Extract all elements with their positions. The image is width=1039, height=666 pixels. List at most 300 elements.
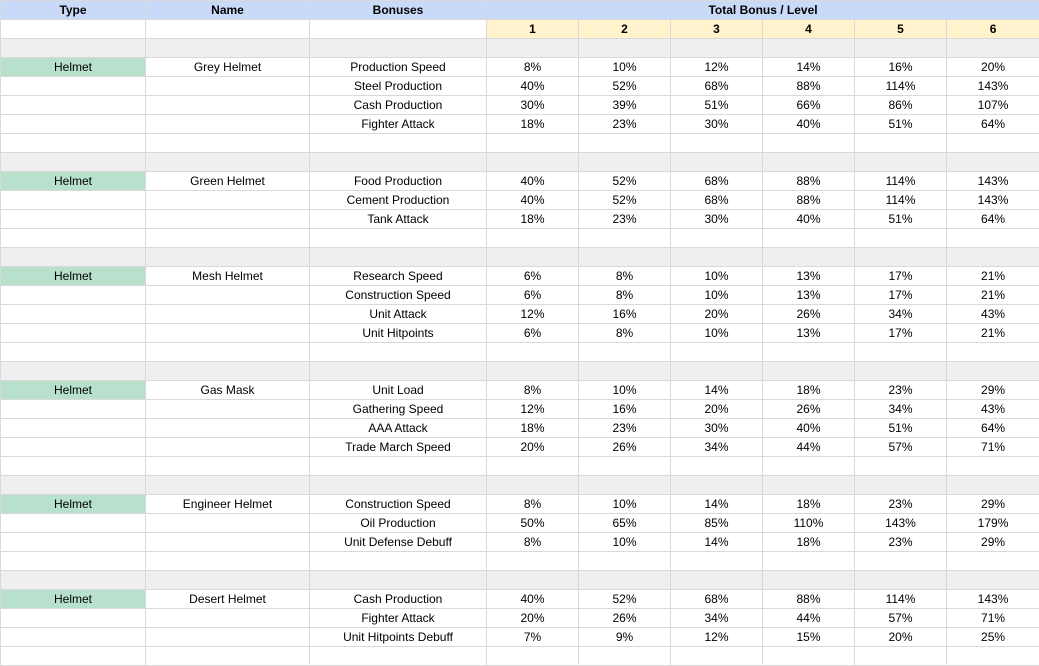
empty-cell[interactable]: [671, 134, 763, 153]
value-cell[interactable]: 57%: [855, 609, 947, 628]
value-cell[interactable]: 12%: [671, 628, 763, 647]
empty-cell[interactable]: [947, 153, 1039, 172]
empty-cell[interactable]: [671, 362, 763, 381]
empty-cell[interactable]: [1, 362, 146, 381]
value-cell[interactable]: 20%: [855, 628, 947, 647]
value-cell[interactable]: 6%: [487, 324, 579, 343]
empty-cell[interactable]: [146, 438, 310, 457]
empty-cell[interactable]: [671, 248, 763, 267]
empty-cell[interactable]: [947, 39, 1039, 58]
empty-cell[interactable]: [146, 419, 310, 438]
value-cell[interactable]: 40%: [487, 172, 579, 191]
value-cell[interactable]: 16%: [855, 58, 947, 77]
value-cell[interactable]: 68%: [671, 172, 763, 191]
empty-cell[interactable]: [855, 229, 947, 248]
empty-cell[interactable]: [855, 248, 947, 267]
value-cell[interactable]: 143%: [947, 590, 1039, 609]
empty-cell[interactable]: [579, 571, 671, 590]
empty-cell[interactable]: [1, 419, 146, 438]
value-cell[interactable]: 88%: [763, 590, 855, 609]
value-cell[interactable]: 52%: [579, 77, 671, 96]
value-cell[interactable]: 26%: [579, 438, 671, 457]
bonus-cell[interactable]: Construction Speed: [310, 286, 487, 305]
value-cell[interactable]: 10%: [579, 58, 671, 77]
value-cell[interactable]: 6%: [487, 267, 579, 286]
item-name-cell[interactable]: Desert Helmet: [146, 590, 310, 609]
level-blank-cell[interactable]: [310, 20, 487, 39]
empty-cell[interactable]: [855, 153, 947, 172]
empty-cell[interactable]: [947, 552, 1039, 571]
empty-cell[interactable]: [855, 457, 947, 476]
value-cell[interactable]: 23%: [579, 419, 671, 438]
bonus-cell[interactable]: Unit Load: [310, 381, 487, 400]
value-cell[interactable]: 110%: [763, 514, 855, 533]
empty-cell[interactable]: [1, 39, 146, 58]
bonus-cell[interactable]: Steel Production: [310, 77, 487, 96]
empty-cell[interactable]: [947, 476, 1039, 495]
empty-cell[interactable]: [763, 229, 855, 248]
empty-cell[interactable]: [579, 362, 671, 381]
value-cell[interactable]: 23%: [579, 210, 671, 229]
value-cell[interactable]: 17%: [855, 324, 947, 343]
level-blank-cell[interactable]: [146, 20, 310, 39]
empty-cell[interactable]: [947, 248, 1039, 267]
value-cell[interactable]: 26%: [763, 305, 855, 324]
value-cell[interactable]: 143%: [947, 77, 1039, 96]
empty-cell[interactable]: [310, 362, 487, 381]
bonus-cell[interactable]: Food Production: [310, 172, 487, 191]
type-cell[interactable]: Helmet: [1, 495, 146, 514]
empty-cell[interactable]: [146, 39, 310, 58]
empty-cell[interactable]: [763, 552, 855, 571]
empty-cell[interactable]: [1, 324, 146, 343]
empty-cell[interactable]: [1, 533, 146, 552]
value-cell[interactable]: 114%: [855, 590, 947, 609]
value-cell[interactable]: 68%: [671, 77, 763, 96]
empty-cell[interactable]: [855, 362, 947, 381]
value-cell[interactable]: 12%: [487, 400, 579, 419]
value-cell[interactable]: 34%: [855, 305, 947, 324]
value-cell[interactable]: 88%: [763, 77, 855, 96]
empty-cell[interactable]: [855, 39, 947, 58]
empty-cell[interactable]: [763, 134, 855, 153]
value-cell[interactable]: 14%: [763, 58, 855, 77]
empty-cell[interactable]: [947, 647, 1039, 666]
item-name-cell[interactable]: Engineer Helmet: [146, 495, 310, 514]
bonus-cell[interactable]: Cement Production: [310, 191, 487, 210]
bonuses-header[interactable]: Bonuses: [310, 1, 487, 20]
value-cell[interactable]: 43%: [947, 305, 1039, 324]
value-cell[interactable]: 25%: [947, 628, 1039, 647]
level-blank-cell[interactable]: [1, 20, 146, 39]
empty-cell[interactable]: [855, 476, 947, 495]
empty-cell[interactable]: [146, 324, 310, 343]
empty-cell[interactable]: [763, 571, 855, 590]
empty-cell[interactable]: [487, 39, 579, 58]
empty-cell[interactable]: [146, 609, 310, 628]
value-cell[interactable]: 15%: [763, 628, 855, 647]
empty-cell[interactable]: [146, 191, 310, 210]
empty-cell[interactable]: [487, 457, 579, 476]
value-cell[interactable]: 143%: [947, 191, 1039, 210]
empty-cell[interactable]: [671, 153, 763, 172]
value-cell[interactable]: 18%: [487, 115, 579, 134]
value-cell[interactable]: 6%: [487, 286, 579, 305]
empty-cell[interactable]: [763, 343, 855, 362]
bonus-cell[interactable]: Trade March Speed: [310, 438, 487, 457]
value-cell[interactable]: 21%: [947, 286, 1039, 305]
empty-cell[interactable]: [1, 400, 146, 419]
empty-cell[interactable]: [310, 134, 487, 153]
value-cell[interactable]: 18%: [763, 495, 855, 514]
empty-cell[interactable]: [146, 305, 310, 324]
value-cell[interactable]: 18%: [487, 210, 579, 229]
empty-cell[interactable]: [487, 153, 579, 172]
empty-cell[interactable]: [1, 115, 146, 134]
value-cell[interactable]: 114%: [855, 191, 947, 210]
bonus-cell[interactable]: Cash Production: [310, 590, 487, 609]
empty-cell[interactable]: [146, 286, 310, 305]
bonus-cell[interactable]: Oil Production: [310, 514, 487, 533]
type-header[interactable]: Type: [1, 1, 146, 20]
empty-cell[interactable]: [1, 191, 146, 210]
empty-cell[interactable]: [310, 39, 487, 58]
empty-cell[interactable]: [763, 476, 855, 495]
value-cell[interactable]: 17%: [855, 267, 947, 286]
value-cell[interactable]: 71%: [947, 438, 1039, 457]
empty-cell[interactable]: [310, 476, 487, 495]
value-cell[interactable]: 64%: [947, 210, 1039, 229]
type-cell[interactable]: Helmet: [1, 172, 146, 191]
empty-cell[interactable]: [579, 248, 671, 267]
value-cell[interactable]: 30%: [487, 96, 579, 115]
empty-cell[interactable]: [671, 229, 763, 248]
empty-cell[interactable]: [1, 96, 146, 115]
value-cell[interactable]: 13%: [763, 286, 855, 305]
bonus-cell[interactable]: Unit Hitpoints Debuff: [310, 628, 487, 647]
value-cell[interactable]: 51%: [671, 96, 763, 115]
empty-cell[interactable]: [146, 248, 310, 267]
value-cell[interactable]: 88%: [763, 172, 855, 191]
empty-cell[interactable]: [579, 457, 671, 476]
value-cell[interactable]: 18%: [763, 533, 855, 552]
empty-cell[interactable]: [1, 476, 146, 495]
empty-cell[interactable]: [855, 134, 947, 153]
value-cell[interactable]: 18%: [487, 419, 579, 438]
empty-cell[interactable]: [487, 552, 579, 571]
value-cell[interactable]: 40%: [763, 115, 855, 134]
value-cell[interactable]: 10%: [579, 381, 671, 400]
empty-cell[interactable]: [487, 476, 579, 495]
value-cell[interactable]: 51%: [855, 115, 947, 134]
value-cell[interactable]: 13%: [763, 324, 855, 343]
value-cell[interactable]: 34%: [855, 400, 947, 419]
bonus-cell[interactable]: Gathering Speed: [310, 400, 487, 419]
empty-cell[interactable]: [671, 457, 763, 476]
empty-cell[interactable]: [947, 571, 1039, 590]
empty-cell[interactable]: [487, 229, 579, 248]
empty-cell[interactable]: [1, 343, 146, 362]
value-cell[interactable]: 20%: [671, 305, 763, 324]
bonus-cell[interactable]: Unit Hitpoints: [310, 324, 487, 343]
value-cell[interactable]: 13%: [763, 267, 855, 286]
value-cell[interactable]: 20%: [671, 400, 763, 419]
value-cell[interactable]: 40%: [487, 191, 579, 210]
item-name-cell[interactable]: Grey Helmet: [146, 58, 310, 77]
empty-cell[interactable]: [146, 115, 310, 134]
empty-cell[interactable]: [146, 134, 310, 153]
value-cell[interactable]: 57%: [855, 438, 947, 457]
value-cell[interactable]: 50%: [487, 514, 579, 533]
value-cell[interactable]: 29%: [947, 533, 1039, 552]
value-cell[interactable]: 29%: [947, 495, 1039, 514]
empty-cell[interactable]: [579, 647, 671, 666]
bonus-cell[interactable]: Unit Attack: [310, 305, 487, 324]
value-cell[interactable]: 23%: [855, 495, 947, 514]
value-cell[interactable]: 20%: [487, 438, 579, 457]
total-bonus-header[interactable]: Total Bonus / Level: [487, 1, 1039, 20]
value-cell[interactable]: 8%: [579, 267, 671, 286]
value-cell[interactable]: 40%: [763, 210, 855, 229]
value-cell[interactable]: 64%: [947, 115, 1039, 134]
value-cell[interactable]: 20%: [947, 58, 1039, 77]
value-cell[interactable]: 30%: [671, 419, 763, 438]
empty-cell[interactable]: [487, 343, 579, 362]
value-cell[interactable]: 16%: [579, 305, 671, 324]
value-cell[interactable]: 14%: [671, 533, 763, 552]
level-cell[interactable]: 3: [671, 20, 763, 39]
empty-cell[interactable]: [310, 248, 487, 267]
empty-cell[interactable]: [947, 134, 1039, 153]
empty-cell[interactable]: [671, 343, 763, 362]
empty-cell[interactable]: [146, 343, 310, 362]
value-cell[interactable]: 64%: [947, 419, 1039, 438]
empty-cell[interactable]: [146, 476, 310, 495]
value-cell[interactable]: 143%: [855, 514, 947, 533]
value-cell[interactable]: 44%: [763, 438, 855, 457]
value-cell[interactable]: 43%: [947, 400, 1039, 419]
item-name-cell[interactable]: Gas Mask: [146, 381, 310, 400]
empty-cell[interactable]: [146, 210, 310, 229]
empty-cell[interactable]: [1, 248, 146, 267]
empty-cell[interactable]: [579, 153, 671, 172]
empty-cell[interactable]: [763, 362, 855, 381]
value-cell[interactable]: 8%: [487, 495, 579, 514]
empty-cell[interactable]: [579, 476, 671, 495]
empty-cell[interactable]: [579, 552, 671, 571]
name-header[interactable]: Name: [146, 1, 310, 20]
value-cell[interactable]: 88%: [763, 191, 855, 210]
value-cell[interactable]: 8%: [487, 381, 579, 400]
bonus-cell[interactable]: AAA Attack: [310, 419, 487, 438]
empty-cell[interactable]: [855, 647, 947, 666]
empty-cell[interactable]: [579, 343, 671, 362]
value-cell[interactable]: 86%: [855, 96, 947, 115]
value-cell[interactable]: 52%: [579, 172, 671, 191]
value-cell[interactable]: 10%: [671, 324, 763, 343]
empty-cell[interactable]: [947, 457, 1039, 476]
value-cell[interactable]: 39%: [579, 96, 671, 115]
empty-cell[interactable]: [1, 210, 146, 229]
empty-cell[interactable]: [146, 628, 310, 647]
empty-cell[interactable]: [487, 647, 579, 666]
value-cell[interactable]: 16%: [579, 400, 671, 419]
empty-cell[interactable]: [1, 153, 146, 172]
value-cell[interactable]: 30%: [671, 210, 763, 229]
value-cell[interactable]: 85%: [671, 514, 763, 533]
empty-cell[interactable]: [310, 457, 487, 476]
empty-cell[interactable]: [146, 96, 310, 115]
empty-cell[interactable]: [579, 229, 671, 248]
bonus-cell[interactable]: Tank Attack: [310, 210, 487, 229]
empty-cell[interactable]: [146, 77, 310, 96]
empty-cell[interactable]: [947, 343, 1039, 362]
bonus-cell[interactable]: Unit Defense Debuff: [310, 533, 487, 552]
empty-cell[interactable]: [763, 39, 855, 58]
value-cell[interactable]: 7%: [487, 628, 579, 647]
empty-cell[interactable]: [146, 153, 310, 172]
empty-cell[interactable]: [855, 571, 947, 590]
empty-cell[interactable]: [1, 609, 146, 628]
bonus-cell[interactable]: Fighter Attack: [310, 609, 487, 628]
value-cell[interactable]: 40%: [763, 419, 855, 438]
value-cell[interactable]: 14%: [671, 495, 763, 514]
empty-cell[interactable]: [947, 362, 1039, 381]
value-cell[interactable]: 68%: [671, 191, 763, 210]
value-cell[interactable]: 8%: [579, 324, 671, 343]
empty-cell[interactable]: [146, 571, 310, 590]
empty-cell[interactable]: [855, 552, 947, 571]
empty-cell[interactable]: [487, 248, 579, 267]
value-cell[interactable]: 23%: [579, 115, 671, 134]
type-cell[interactable]: Helmet: [1, 267, 146, 286]
empty-cell[interactable]: [1, 438, 146, 457]
level-cell[interactable]: 1: [487, 20, 579, 39]
value-cell[interactable]: 8%: [487, 58, 579, 77]
value-cell[interactable]: 65%: [579, 514, 671, 533]
empty-cell[interactable]: [1, 134, 146, 153]
type-cell[interactable]: Helmet: [1, 381, 146, 400]
value-cell[interactable]: 20%: [487, 609, 579, 628]
value-cell[interactable]: 10%: [579, 495, 671, 514]
value-cell[interactable]: 66%: [763, 96, 855, 115]
bonus-cell[interactable]: Cash Production: [310, 96, 487, 115]
bonus-cell[interactable]: Fighter Attack: [310, 115, 487, 134]
value-cell[interactable]: 14%: [671, 381, 763, 400]
value-cell[interactable]: 12%: [487, 305, 579, 324]
empty-cell[interactable]: [1, 514, 146, 533]
empty-cell[interactable]: [671, 552, 763, 571]
value-cell[interactable]: 40%: [487, 590, 579, 609]
empty-cell[interactable]: [146, 362, 310, 381]
value-cell[interactable]: 12%: [671, 58, 763, 77]
empty-cell[interactable]: [146, 514, 310, 533]
empty-cell[interactable]: [1, 286, 146, 305]
value-cell[interactable]: 179%: [947, 514, 1039, 533]
value-cell[interactable]: 26%: [763, 400, 855, 419]
empty-cell[interactable]: [1, 552, 146, 571]
empty-cell[interactable]: [146, 229, 310, 248]
value-cell[interactable]: 44%: [763, 609, 855, 628]
empty-cell[interactable]: [763, 248, 855, 267]
type-cell[interactable]: Helmet: [1, 58, 146, 77]
value-cell[interactable]: 34%: [671, 438, 763, 457]
empty-cell[interactable]: [763, 647, 855, 666]
empty-cell[interactable]: [947, 229, 1039, 248]
bonus-cell[interactable]: Construction Speed: [310, 495, 487, 514]
empty-cell[interactable]: [310, 343, 487, 362]
empty-cell[interactable]: [146, 457, 310, 476]
item-name-cell[interactable]: Mesh Helmet: [146, 267, 310, 286]
value-cell[interactable]: 18%: [763, 381, 855, 400]
empty-cell[interactable]: [310, 552, 487, 571]
empty-cell[interactable]: [146, 552, 310, 571]
level-cell[interactable]: 4: [763, 20, 855, 39]
empty-cell[interactable]: [487, 134, 579, 153]
value-cell[interactable]: 51%: [855, 210, 947, 229]
empty-cell[interactable]: [579, 134, 671, 153]
empty-cell[interactable]: [146, 400, 310, 419]
value-cell[interactable]: 107%: [947, 96, 1039, 115]
empty-cell[interactable]: [1, 647, 146, 666]
level-cell[interactable]: 5: [855, 20, 947, 39]
empty-cell[interactable]: [146, 533, 310, 552]
value-cell[interactable]: 52%: [579, 590, 671, 609]
value-cell[interactable]: 10%: [671, 286, 763, 305]
empty-cell[interactable]: [310, 571, 487, 590]
value-cell[interactable]: 26%: [579, 609, 671, 628]
item-name-cell[interactable]: Green Helmet: [146, 172, 310, 191]
value-cell[interactable]: 10%: [671, 267, 763, 286]
empty-cell[interactable]: [763, 457, 855, 476]
value-cell[interactable]: 10%: [579, 533, 671, 552]
empty-cell[interactable]: [1, 229, 146, 248]
empty-cell[interactable]: [146, 647, 310, 666]
value-cell[interactable]: 114%: [855, 172, 947, 191]
empty-cell[interactable]: [1, 571, 146, 590]
value-cell[interactable]: 34%: [671, 609, 763, 628]
level-cell[interactable]: 6: [947, 20, 1039, 39]
value-cell[interactable]: 9%: [579, 628, 671, 647]
empty-cell[interactable]: [671, 476, 763, 495]
empty-cell[interactable]: [1, 628, 146, 647]
empty-cell[interactable]: [671, 647, 763, 666]
bonus-cell[interactable]: Research Speed: [310, 267, 487, 286]
empty-cell[interactable]: [855, 343, 947, 362]
bonus-cell[interactable]: Production Speed: [310, 58, 487, 77]
value-cell[interactable]: 21%: [947, 324, 1039, 343]
value-cell[interactable]: 21%: [947, 267, 1039, 286]
value-cell[interactable]: 40%: [487, 77, 579, 96]
value-cell[interactable]: 8%: [579, 286, 671, 305]
empty-cell[interactable]: [1, 77, 146, 96]
empty-cell[interactable]: [487, 571, 579, 590]
value-cell[interactable]: 68%: [671, 590, 763, 609]
empty-cell[interactable]: [763, 153, 855, 172]
value-cell[interactable]: 29%: [947, 381, 1039, 400]
value-cell[interactable]: 71%: [947, 609, 1039, 628]
empty-cell[interactable]: [1, 457, 146, 476]
value-cell[interactable]: 114%: [855, 77, 947, 96]
value-cell[interactable]: 51%: [855, 419, 947, 438]
empty-cell[interactable]: [310, 153, 487, 172]
level-cell[interactable]: 2: [579, 20, 671, 39]
empty-cell[interactable]: [310, 647, 487, 666]
value-cell[interactable]: 17%: [855, 286, 947, 305]
value-cell[interactable]: 143%: [947, 172, 1039, 191]
value-cell[interactable]: 30%: [671, 115, 763, 134]
value-cell[interactable]: 52%: [579, 191, 671, 210]
